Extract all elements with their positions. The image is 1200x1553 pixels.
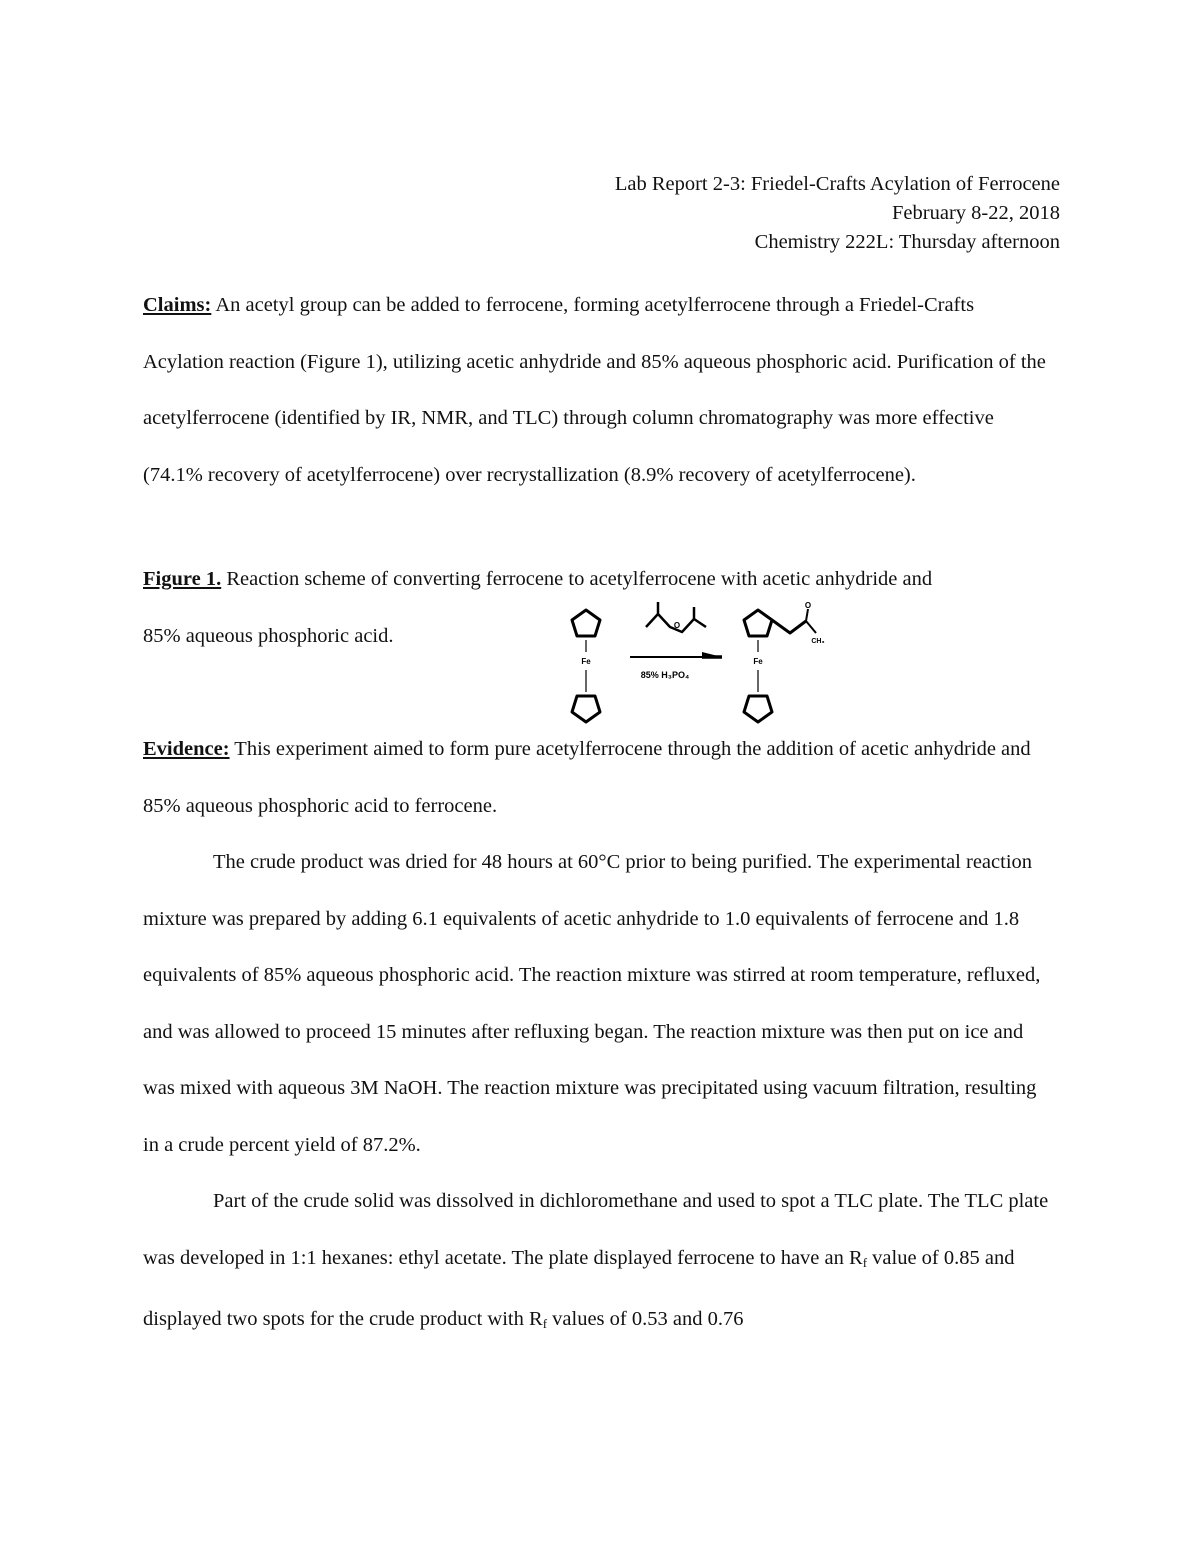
methyl-bond-product (806, 621, 816, 633)
cyclopentadienyl-ring-top-right (744, 610, 772, 636)
methyl-label: CH₃ (811, 638, 825, 645)
fe-label-product: Fe (753, 657, 763, 666)
claims-text: An acetyl group can be added to ferrocene, forming acetylferrocene through a Friedel-Crafts Acylation reaction (Figure 1), utilizing acetic anhydride and 85% aqueous phosphoric acid. Purification of the acetylferrocene (identified by IR, NMR, and TLC) through column chromatography was more effective (74.1% recovery of acetylferrocene) over recrystallization (8.9% recovery of acetylferrocene). (143, 294, 1046, 486)
cyclopentadienyl-ring-top-left (572, 610, 600, 636)
fe-label-reactant: Fe (581, 657, 591, 666)
ketone-oxygen-label: O (804, 601, 812, 610)
acetyl-chain (772, 620, 806, 633)
figure-caption-line2: 85% aqueous phosphoric acid. (143, 624, 394, 647)
figure-label: Figure 1. (143, 568, 222, 590)
evidence-paragraph-2: The crude product was dried for 48 hours at 60°C prior to being purified. The experimental reaction mixture was prepared by adding 6.1 equivalents of acetic anhydride to 1.0 equivalents of ferrocene and 1.8 equivalents of 85% aqueous phosphoric acid. The reaction mixture was stirred at room temperature, refluxed, and was allowed to proceed 15 minutes after refluxing began. The reaction mixture was then put on ice and was mixed with aqueous 3M NaOH. The reaction mixture was precipitated using vacuum filtration, resulting in a crude percent yield of 87.2%. (143, 851, 1041, 1156)
cyclopentadienyl-ring-bottom-right (744, 696, 772, 722)
evidence-label: Evidence: (143, 738, 230, 760)
reagent-label: 85% H₃PO₄ (640, 670, 690, 680)
figure-caption-text: Reaction scheme of converting ferrocene to acetylferrocene with acetic anhydride and (221, 568, 933, 590)
evidence-section (143, 721, 1048, 1353)
report-date: February 8-22, 2018 (892, 202, 1060, 224)
evidence-intro (143, 721, 1048, 834)
claims-section (143, 277, 1058, 503)
reaction-scheme (560, 600, 835, 725)
report-title: Lab Report 2-3: Friedel-Crafts Acylation of Ferrocene (614, 173, 1060, 195)
rf-subscript: f (542, 1316, 548, 1331)
report-header (615, 170, 1060, 257)
claims-paragraph (143, 277, 1058, 503)
evidence-paragraph-3: Part of the crude solid was dissolved in dichloromethane and used to spot a TLC plate. The TLC plate was developed in 1:1 hexanes: ethyl acetate. The plate displayed ferrocene to have an Rf value of 0.85 and displayed two spots for the crude product with Rf values of 0.53 and 0.76 (143, 1190, 1049, 1331)
cyclopentadienyl-ring-bottom-left (572, 696, 600, 722)
evidence-intro-text: This experiment aimed to form pure acetylferrocene through the addition of acetic anhydride and 85% aqueous phosphoric acid to ferrocene. (143, 738, 1031, 817)
anhydride-oxygen-label: O (673, 621, 681, 630)
claims-label: Claims: (143, 294, 212, 316)
report-course: Chemistry 222L: Thursday afternoon (754, 231, 1060, 253)
rf-subscript: f (862, 1254, 868, 1270)
carbonyl-bond-product (806, 609, 808, 621)
